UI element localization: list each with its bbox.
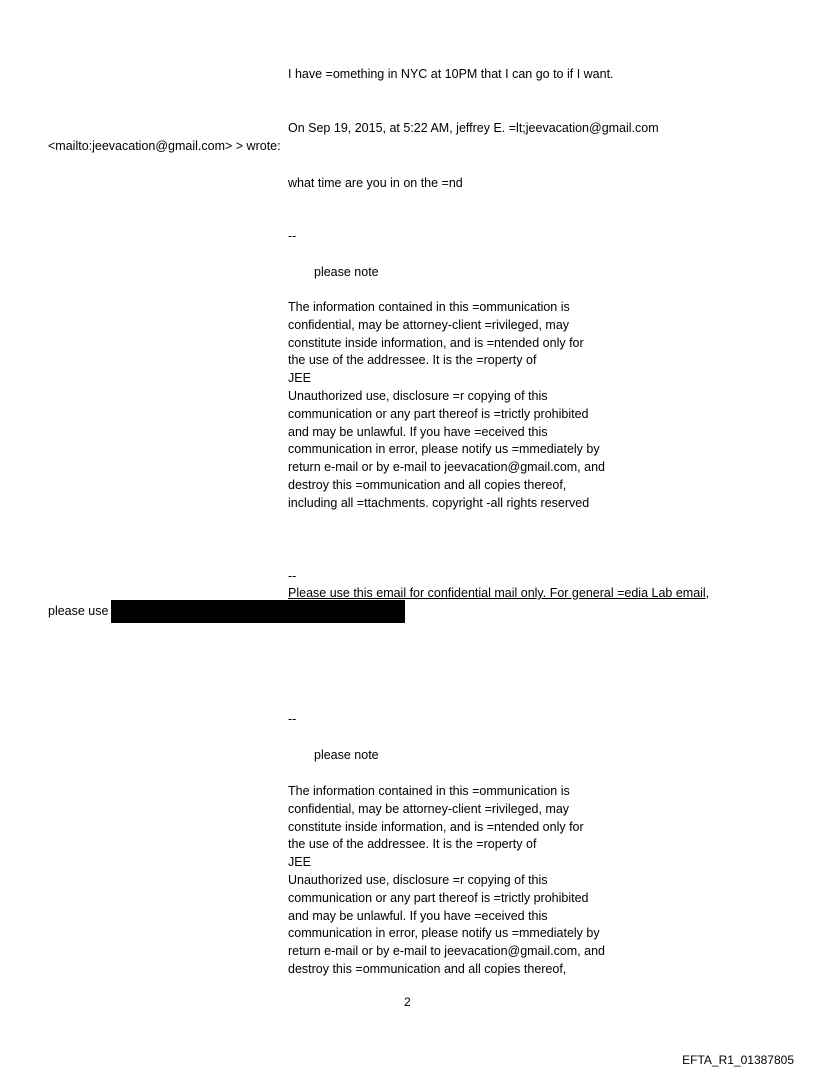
medialab-notice-continued: please use	[48, 604, 109, 618]
disclaimer-line: communication in error, please notify us =mmediately by	[288, 926, 600, 941]
page-number: 2	[404, 995, 411, 1009]
disclaimer-line: communication in error, please notify us =mmediately by	[288, 442, 600, 457]
disclaimer-line: JEE	[288, 855, 311, 870]
quote-header: On Sep 19, 2015, at 5:22 AM, jeffrey E. =lt;jeevacation@gmail.com	[288, 121, 659, 135]
disclaimer-line: return e-mail or by e-mail to jeevacation@gmail.com, and	[288, 944, 605, 959]
reply-line: I have =omething in NYC at 10PM that I can go to if I want.	[288, 67, 614, 81]
document-id: EFTA_R1_01387805	[682, 1053, 794, 1067]
disclaimer-line: destroy this =ommunication and all copies thereof,	[288, 477, 567, 492]
please-note-label: please note	[314, 265, 379, 279]
signature-separator: --	[288, 569, 297, 583]
signature-separator: --	[288, 712, 297, 726]
disclaimer-line: including all =ttachments. copyright -all rights reserved	[288, 495, 590, 510]
disclaimer-line: constitute inside information, and is =ntended only for	[288, 819, 584, 834]
confidentiality-disclaimer	[288, 783, 605, 979]
disclaimer-line: constitute inside information, and is =ntended only for	[288, 335, 584, 350]
disclaimer-line: return e-mail or by e-mail to jeevacation@gmail.com, and	[288, 460, 605, 475]
disclaimer-line: communication or any part thereof is =trictly prohibited	[288, 890, 589, 905]
disclaimer-line: destroy this =ommunication and all copies thereof,	[288, 961, 567, 976]
disclaimer-line: JEE	[288, 371, 311, 386]
signature-separator: --	[288, 229, 297, 243]
disclaimer-line: The information contained in this =ommunication is	[288, 784, 570, 798]
disclaimer-line: the use of the addressee. It is the =roperty of	[288, 837, 537, 852]
disclaimer-line: Unauthorized use, disclosure =r copying of this	[288, 388, 548, 403]
disclaimer-line: confidential, may be attorney-client =rivileged, may	[288, 317, 570, 332]
please-note-label: please note	[314, 748, 379, 762]
disclaimer-line: confidential, may be attorney-client =rivileged, may	[288, 801, 570, 816]
question-line: what time are you in on the =nd	[288, 176, 463, 190]
disclaimer-line: and may be unlawful. If you have =eceived this	[288, 424, 548, 439]
disclaimer-line: the use of the addressee. It is the =roperty of	[288, 353, 537, 368]
confidentiality-disclaimer	[288, 299, 605, 513]
disclaimer-line: and may be unlawful. If you have =eceived this	[288, 908, 548, 923]
redaction-bar	[111, 600, 405, 623]
disclaimer-line: Unauthorized use, disclosure =r copying of this	[288, 872, 548, 887]
disclaimer-line: communication or any part thereof is =trictly prohibited	[288, 406, 589, 421]
quote-header-mailto: <mailto:jeevacation@gmail.com> > wrote:	[48, 139, 281, 153]
disclaimer-line: The information contained in this =ommunication is	[288, 300, 570, 314]
medialab-notice: Please use this email for confidential mail only. For general =edia Lab email,	[288, 586, 710, 600]
